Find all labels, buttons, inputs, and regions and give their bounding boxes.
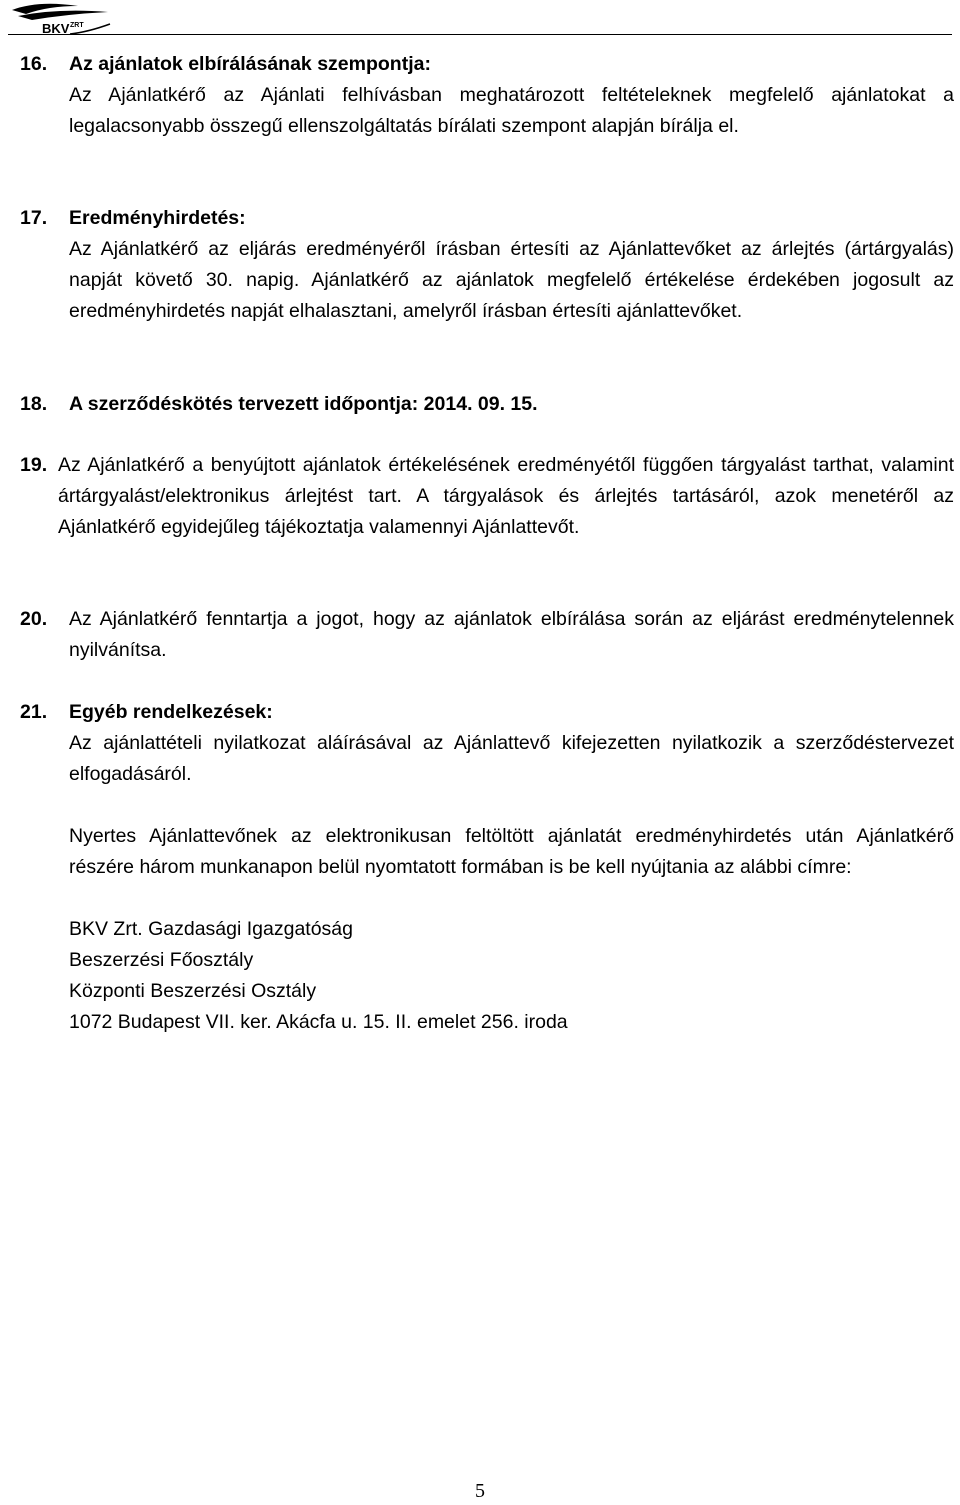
section-number: 19.: [20, 454, 48, 476]
logo-text: BKV: [42, 21, 70, 36]
address-line: Beszerzési Főosztály: [69, 949, 254, 971]
address-line: Központi Beszerzési Osztály: [69, 980, 317, 1002]
section-body: Az Ajánlatkérő az eljárás eredményéről írásban értesíti az Ajánlattevőket az árlejtés (ártárgyalás) napját követő 30. napig. Ajánlatkérő az ajánlatok megfelelő értékelése érdekében jogosult az eredményhirdetés napját elhalasztani, amelyről írásban értesíti ajánlattevőket.: [69, 238, 954, 322]
section-text: Az Ajánlatkérő a benyújtott ajánlatok értékelésének eredményétől függően tárgyalást tarthat, valamint ártárgyalást/elektronikus árlejtést tart. A tárgyalások és árlejtés tartásáról, azok menetéről az Ajánlatkérő egyidejűleg tájékoztatja valamennyi Ajánlattevőt.: [58, 454, 954, 538]
section-title: Eredményhirdetés:: [69, 207, 246, 229]
header-rule: [8, 34, 952, 35]
section-title: A szerződéskötés tervezett időpontja: 2014. 09. 15.: [69, 393, 538, 415]
section-body: [20, 604, 954, 666]
section-title: Az ajánlatok elbírálásának szempontja:: [69, 53, 431, 75]
section-18: [20, 389, 954, 420]
section-body: Az ajánlattételi nyilatkozat aláírásával az Ajánlattevő kifejezetten nyilatkozik a szerződéstervezet elfogadásáról.: [69, 732, 954, 785]
page-number: 5: [475, 1480, 485, 1502]
address-line: BKV Zrt. Gazdasági Igazgatóság: [69, 918, 353, 940]
section-17: [20, 203, 954, 327]
section-body: Az Ajánlatkérő az Ajánlati felhívásban meghatározott feltételeknek megfelelő ajánlatokat a legalacsonyabb összegű ellenszolgáltatás bírálati szempont alapján bírálja el.: [69, 84, 954, 137]
section-body-2: Nyertes Ajánlattevőnek az elektronikusan feltöltött ajánlatát eredményhirdetés után Ajánlatkérő részére három munkanapon belül nyomtatott formában is be kell nyújtania az alábbi címre:: [69, 825, 954, 878]
section-number: 16.: [20, 53, 48, 75]
section-number: 18.: [20, 393, 48, 415]
section-20: [20, 604, 954, 666]
logo-subtext: ZRT: [70, 22, 84, 29]
section-body: [20, 450, 954, 543]
section-text: Az Ajánlatkérő fenntartja a jogot, hogy az ajánlatok elbírálása során az eljárást eredménytelennek nyilvánítsa.: [69, 608, 954, 661]
section-number: 17.: [20, 207, 48, 229]
delivery-address: [69, 914, 954, 1038]
section-title: Egyéb rendelkezések:: [69, 701, 273, 723]
section-19: [20, 450, 954, 543]
section-21: [20, 697, 954, 1038]
section-number: 21.: [20, 701, 48, 723]
section-number: 20.: [20, 608, 48, 630]
section-16: [20, 49, 954, 142]
address-line: 1072 Budapest VII. ker. Akácfa u. 15. II. emelet 256. iroda: [69, 1011, 568, 1033]
